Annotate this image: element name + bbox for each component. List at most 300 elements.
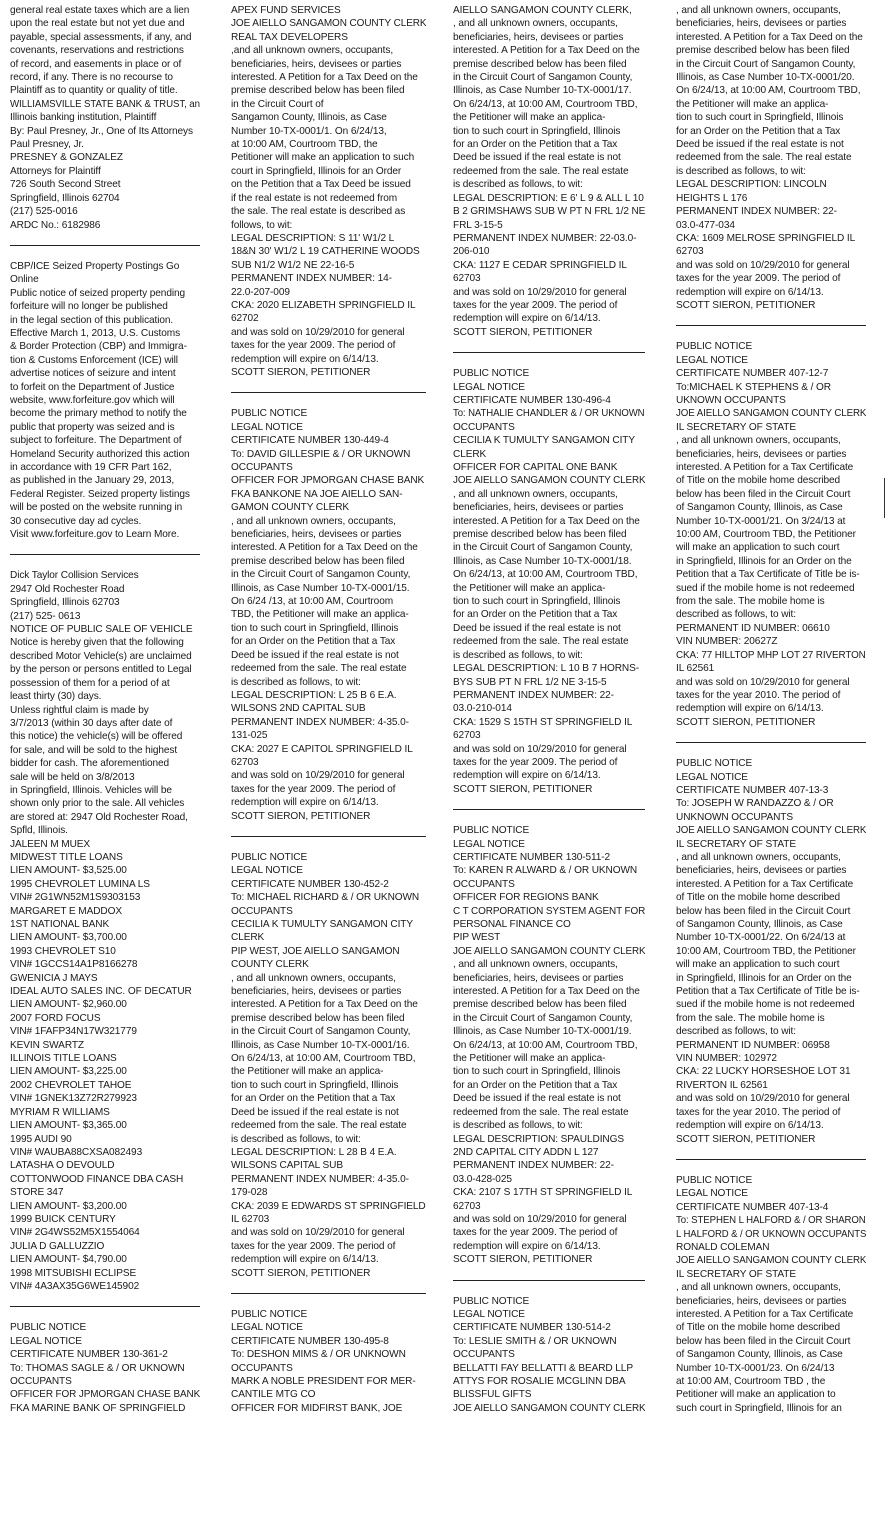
notice-line: in accordance with 19 CFR Part 162, <box>10 462 172 473</box>
notice-line: To: NATHALIE CHANDLER & / OR UKNOWN <box>453 408 645 420</box>
notice-line: , and all unknown owners, occupants, <box>453 959 618 971</box>
notice-line: MIDWEST TITLE LOANS <box>10 851 123 863</box>
notice-line: of Title on the mobile home described <box>676 475 841 487</box>
notice-divider <box>676 325 866 326</box>
notice-line: LIEN AMOUNT- $3,200.00 <box>10 1200 127 1212</box>
notice-line: redemption will expire on 6/14/13. <box>231 1254 379 1266</box>
notice-line: Plaintiff as to quantity or quality of title. <box>10 85 178 97</box>
notice-line: CECILIA K TUMULTY SANGAMON CITY <box>231 919 413 930</box>
notice-line: PIP WEST <box>453 932 501 944</box>
notice-line: possession of them for a period of at <box>10 677 170 689</box>
notice-line: PUBLIC NOTICE <box>676 341 753 353</box>
notice-line: 2007 FORD FOCUS <box>10 1012 101 1024</box>
notice-line: beneficiaries, heirs, devisees or parties <box>676 18 847 30</box>
notice-line: advertise notices of seizure and intent <box>10 368 176 380</box>
notice-line: and was sold on 10/29/2010 for general <box>231 1227 405 1239</box>
notice-line: in Springfield, Illinois for an Order on the <box>676 972 852 984</box>
notice-line: interested. A Petition for a Tax Deed on the <box>676 31 863 43</box>
notice-line: Petitioner will make an application to such <box>231 152 415 164</box>
notice-line: LIEN AMOUNT- $4,790.00 <box>10 1254 127 1266</box>
notice-line: STORE 347 <box>10 1187 64 1199</box>
notice-line: LEGAL DESCRIPTION: LINCOLN <box>676 179 827 191</box>
notice-line: SCOTT SIERON, PETITIONER <box>676 1133 816 1145</box>
notice-divider <box>676 742 866 743</box>
notice-line: WILLIAMSVILLE STATE BANK & TRUST, an <box>10 98 200 110</box>
notice-line: at 10:00 AM, Courtroom TBD, the <box>231 139 378 151</box>
notice-line: premise described below has been filed <box>231 555 405 567</box>
notice-line: interested. A Petition for a Tax Deed on the <box>231 542 418 554</box>
notice-divider <box>231 1293 426 1294</box>
notice-line: To: THOMAS SAGLE & / OR UKNOWN <box>10 1362 185 1374</box>
notice-line: SCOTT SIERON, PETITIONER <box>231 366 371 378</box>
notice-line: FKA BANKONE NA JOE AIELLO SAN- <box>231 488 403 500</box>
notice-line: JOE AIELLO SANGAMON COUNTY CLERK <box>453 1402 645 1414</box>
notice-line: LEGAL NOTICE <box>453 1308 525 1320</box>
notice-line: Springfield, Illinois 62704 <box>10 192 120 204</box>
notice-line: described as follows, to wit: <box>676 609 796 621</box>
notice-line: VIN# WAUBA88CXSA082493 <box>10 1146 143 1158</box>
notice-line: premise described below has been filed <box>231 85 405 97</box>
scroll-edge-bar <box>884 478 885 518</box>
notice-line: COUNTY CLERK <box>231 959 309 971</box>
notice-line: described as follows, to wit: <box>676 1026 796 1038</box>
notice-line: WILSONS CAPITAL SUB <box>231 1160 343 1172</box>
legal-notice <box>676 4 866 312</box>
notice-divider <box>453 1280 645 1281</box>
notice-line: , and all unknown owners, occupants, <box>676 435 841 447</box>
notice-line: redemption will expire on 6/14/13. <box>231 353 379 365</box>
notice-line: Number 10-TX-0001/23. On 6/24/13 <box>676 1362 835 1374</box>
notice-line: LEGAL DESCRIPTION: SPAULDINGS <box>453 1133 624 1145</box>
notice-line: redemption will expire on 6/14/13. <box>676 1120 824 1132</box>
notice-line: of Title on the mobile home described <box>676 1322 841 1334</box>
notice-line: RONALD COLEMAN <box>676 1241 770 1253</box>
legal-notice <box>453 1295 645 1416</box>
notice-line: MYRIAM R WILLIAMS <box>10 1106 110 1118</box>
notice-divider <box>676 1159 866 1160</box>
notice-line: of Sangamon County, Illinois, as Case <box>676 919 843 930</box>
notice-line: 179-028 <box>231 1187 268 1199</box>
notice-line: redeemed from the sale. The real estate <box>676 152 852 164</box>
notice-line: below has been filed in the Circuit Court <box>676 1335 851 1347</box>
notice-line: in the Circuit Court of Sangamon County, <box>231 1026 411 1038</box>
notice-line: Deed be issued if the real estate is not <box>453 622 621 634</box>
notice-line: JALEEN M MUEX <box>10 838 91 850</box>
notice-line: OCCUPANTS <box>10 1376 72 1387</box>
notice-line: IL 62561 <box>676 663 715 675</box>
notice-line: for sale, and will be sold to the highest <box>10 744 178 756</box>
notice-line: 18&N 30' W1/2 L 19 CATHERINE WOODS <box>231 246 420 258</box>
notice-line: By: Paul Presney, Jr., One of Its Attorneys <box>10 125 193 137</box>
notice-line: To: STEPHEN L HALFORD & / OR SHARON <box>676 1215 866 1227</box>
notice-line: & Border Protection (CBP) and Immigra- <box>10 341 187 353</box>
notice-line: at 10:00 AM, Courtroom TBD , the <box>676 1376 826 1387</box>
notice-line: shown only prior to the sale. All vehicles <box>10 798 185 810</box>
notice-line: and was sold on 10/29/2010 for general <box>676 676 850 688</box>
notice-line: 62703 <box>453 1200 481 1212</box>
notice-line: TBD, the Petitioner will make an applica- <box>231 609 409 621</box>
notice-line: 3/7/2013 (within 30 days after date of <box>10 717 173 729</box>
notice-line: 2002 CHEVROLET TAHOE <box>10 1079 132 1091</box>
notice-line: SCOTT SIERON, PETITIONER <box>676 299 816 311</box>
notice-line: Paul Presney, Jr. <box>10 139 84 151</box>
notice-line: redemption will expire on 6/14/13. <box>453 313 601 325</box>
notice-line: 1ST NATIONAL BANK <box>10 919 110 930</box>
notice-line: (217) 525-0016 <box>10 206 78 218</box>
notice-line: tion to such court in Springfield, Illinois <box>676 112 844 124</box>
column-3 <box>453 4 645 1524</box>
notice-line: 131-025 <box>231 730 268 742</box>
notice-divider <box>231 392 426 393</box>
notice-line: L HALFORD & / OR UKNOWN OCCUPANTS <box>676 1228 866 1240</box>
notice-line: OCCUPANTS <box>231 1362 293 1374</box>
notice-line: , and all unknown owners, occupants, <box>453 488 618 500</box>
notice-line: CLERK <box>231 932 265 944</box>
notice-line: On 6/24/13, at 10:00 AM, Courtroom TBD, <box>453 98 638 110</box>
notice-line: NOTICE OF PUBLIC SALE OF VEHICLE <box>10 624 193 636</box>
notice-line: of Sangamon County, Illinois, as Case <box>676 502 843 514</box>
notice-line: 1995 CHEVROLET LUMINA LS <box>10 878 150 890</box>
notice-line: public that property was seized and is <box>10 421 175 433</box>
notice-line: Number 10-TX-0001/21. On 3/24/13 at <box>676 515 846 527</box>
notice-line: Petition that a Tax Certificate of Title be is- <box>676 986 860 998</box>
notice-line: JOE AIELLO SANGAMON COUNTY CLERK <box>453 475 645 487</box>
notice-line: for an Order on the Petition that a Tax <box>676 125 841 137</box>
notice-line: VIN# 2G1WN52M1S9303153 <box>10 892 141 904</box>
notice-line: CERTIFICATE NUMBER 407-13-4 <box>676 1201 829 1213</box>
notice-line: such court in Springfield, Illinois for an <box>676 1402 842 1414</box>
notice-line: , and all unknown owners, occupants, <box>453 18 618 30</box>
notice-line: LEGAL NOTICE <box>231 865 303 877</box>
notice-line: Unless rightful claim is made by <box>10 704 149 716</box>
notice-line: taxes for the year 2009. The period of <box>676 273 841 285</box>
notice-line: WILSONS 2ND CAPITAL SUB <box>231 703 366 715</box>
notice-line: premise described below has been filed <box>453 58 627 70</box>
notice-line: To:MICHAEL K STEPHENS & / OR <box>676 381 831 393</box>
notice-line: interested. A Petition for a Tax Deed on the <box>453 515 640 527</box>
notice-line: JOE AIELLO SANGAMON COUNTY CLERK <box>676 408 866 420</box>
notice-line: PERSONAL FINANCE CO <box>453 919 571 930</box>
notice-line: ARDC No.: 6182986 <box>10 219 101 231</box>
notice-line: FKA MARINE BANK OF SPRINGFIELD <box>10 1402 186 1414</box>
notice-line: CERTIFICATE NUMBER 130-495-8 <box>231 1335 389 1347</box>
notice-line: Effective March 1, 2013, U.S. Customs <box>10 327 181 339</box>
notice-line: taxes for the year 2009. The period of <box>453 1227 618 1239</box>
notice-line: GAMON COUNTY CLERK <box>231 502 350 514</box>
notice-line: beneficiaries, heirs, devisees or parties <box>453 972 624 984</box>
notice-line: MARGARET E MADDOX <box>10 905 122 917</box>
notice-line: beneficiaries, heirs, devisees or parties <box>676 865 847 877</box>
notice-line: 62703 <box>231 756 259 768</box>
notice-line: general real estate taxes which are a lien <box>10 5 190 16</box>
notice-line: Number 10-TX-0001/1. On 6/24/13, <box>231 125 387 137</box>
notice-line: tion to such court in Springfield, Illinois <box>231 622 399 634</box>
notice-line: below has been filed in the Circuit Court <box>676 488 851 500</box>
notice-line: to forfeit on the Department of Justice <box>10 381 175 393</box>
notice-line: PERMANENT ID NUMBER: 06958 <box>676 1039 830 1051</box>
notice-line: in Springfield, Illinois. Vehicles will be <box>10 784 172 796</box>
notice-line: MARK A NOBLE PRESIDENT FOR MER- <box>231 1376 416 1387</box>
notice-line: on the Petition that a Tax Deed be issued <box>231 179 411 191</box>
notice-line: OCCUPANTS <box>453 878 515 890</box>
legal-notice <box>231 407 426 823</box>
notice-line: To: MICHAEL RICHARD & / OR UKNOWN <box>231 892 420 904</box>
notice-line: ILLINOIS TITLE LOANS <box>10 1053 117 1065</box>
notice-line: the Petitioner will make an applica- <box>676 98 829 110</box>
notice-line: Deed be issued if the real estate is not <box>453 152 621 164</box>
notice-line: taxes for the year 2009. The period of <box>231 1240 396 1252</box>
notice-line: CKA: 2027 E CAPITOL SPRINGFIELD IL <box>231 743 413 755</box>
notice-line: LATASHA O DEVOULD <box>10 1160 115 1172</box>
notice-line: is described as follows, to wit: <box>453 649 583 661</box>
notice-line: , and all unknown owners, occupants, <box>676 851 841 863</box>
notice-line: PERMANENT INDEX NUMBER: 14- <box>231 273 392 285</box>
notice-line: On 6/24 /13, at 10:00 AM, Courtroom <box>231 596 394 608</box>
notice-line: tion to such court in Springfield, Illinois <box>453 1066 621 1078</box>
notice-line: redemption will expire on 6/14/13. <box>231 797 379 809</box>
notice-line: beneficiaries, heirs, devisees or parties <box>453 31 624 43</box>
notice-line: PUBLIC NOTICE <box>231 1308 308 1320</box>
notice-line: VIN# 4A3AX35G6WE145902 <box>10 1280 140 1292</box>
notice-line: website, www.forfeiture.gov which will <box>10 394 175 406</box>
notice-line: LEGAL DESCRIPTION: S 11' W1/2 L <box>231 232 395 244</box>
notice-line: OCCUPANTS <box>453 421 515 433</box>
notice-line: interested. A Petition for a Tax Deed on the <box>453 986 640 998</box>
notice-line: To: JOSEPH W RANDAZZO & / OR <box>676 798 834 810</box>
notice-line: in the legal section of this publication. <box>10 314 174 326</box>
notice-line: LEGAL NOTICE <box>676 771 748 783</box>
notice-line: PERMANENT INDEX NUMBER: 22- <box>453 1160 614 1172</box>
notice-line: interested. A Petition for a Tax Deed on the <box>231 999 418 1011</box>
notice-line: if the real estate is not redeemed from <box>231 192 398 204</box>
notice-line: ATTYS FOR ROSALIE MCGLINN DBA <box>453 1376 626 1387</box>
notice-line: , and all unknown owners, occupants, <box>231 515 396 527</box>
notice-line: CKA: 1609 MELROSE SPRINGFIELD IL <box>676 232 856 244</box>
notice-line: covenants, reservations and restrictions <box>10 45 184 57</box>
notice-line: CERTIFICATE NUMBER 130-496-4 <box>453 394 611 406</box>
notice-line: CLERK <box>453 448 487 460</box>
notice-line: Attorneys for Plaintiff <box>10 165 101 177</box>
notice-line: redeemed from the sale. The real estate <box>231 663 407 675</box>
notice-line: PERMANENT INDEX NUMBER: 4-35.0- <box>231 1173 409 1185</box>
notice-line: described Motor Vehicle(s) are unclaimed <box>10 650 192 662</box>
notice-line: 03.0-477-034 <box>676 219 735 231</box>
legal-notice <box>676 757 866 1146</box>
notice-line: 2947 Old Rochester Road <box>10 583 125 595</box>
notice-line: beneficiaries, heirs, devisees or parties <box>676 448 847 460</box>
notice-line: of record, and easements in place or of <box>10 58 182 70</box>
notice-divider <box>453 352 645 353</box>
notice-line: LIEN AMOUNT- $3,365.00 <box>10 1120 127 1132</box>
notice-line: the Petitioner will make an applica- <box>453 1053 606 1065</box>
notice-line: least thirty (30) days. <box>10 691 102 703</box>
notice-line: KEVIN SWARTZ <box>10 1039 84 1051</box>
notice-line: premise described below has been filed <box>676 45 850 57</box>
notice-line: FRL 3-15-5 <box>453 219 503 231</box>
notice-line: To: DAVID GILLESPIE & / OR UKNOWN <box>231 448 411 460</box>
notice-line: beneficiaries, heirs, devisees or parties <box>231 58 402 70</box>
notice-line: SUB N1/2 W1/2 NE 22-16-5 <box>231 259 355 271</box>
notice-line: and was sold on 10/29/2010 for general <box>676 259 850 271</box>
notice-line: redeemed from the sale. The real estate <box>453 1106 629 1118</box>
notice-line: To: LESLIE SMITH & / OR UKNOWN <box>453 1335 617 1347</box>
notice-line: IL SECRETARY OF STATE <box>676 838 796 850</box>
notice-line: CKA: 77 HILLTOP MHP LOT 27 RIVERTON <box>676 649 866 661</box>
notice-line: Illinois, as Case Number 10-TX-0001/15. <box>231 582 410 594</box>
notice-line: Springfield, Illinois 62703 <box>10 597 120 609</box>
notice-line: BELLATTI FAY BELLATTI & BEARD LLP <box>453 1362 633 1374</box>
notice-line: LIEN AMOUNT- $3,225.00 <box>10 1066 127 1078</box>
notice-line: of Sangamon County, Illinois, as Case <box>676 1349 843 1361</box>
notice-line: for an Order on the Petition that a Tax <box>453 1079 618 1091</box>
notice-line: RIVERTON IL 62561 <box>676 1079 768 1091</box>
notice-line: subject to forfeiture. The Department of <box>10 435 182 447</box>
notice-line: 726 South Second Street <box>10 179 121 191</box>
notice-line: LIEN AMOUNT- $2,960.00 <box>10 999 127 1011</box>
notice-line: Federal Register. Seized property listings <box>10 488 190 500</box>
notice-line: PIP WEST, JOE AIELLO SANGAMON <box>231 945 400 957</box>
notice-line: , and all unknown owners, occupants, <box>676 1282 841 1294</box>
notice-line: taxes for the year 2009. The period of <box>453 756 618 768</box>
notice-line: CERTIFICATE NUMBER 130-452-2 <box>231 878 389 890</box>
notice-line: forfeiture will no longer be published <box>10 301 168 313</box>
notice-line: interested. A Petition for a Tax Certificate <box>676 462 854 473</box>
notice-line: for an Order on the Petition that a Tax <box>453 139 618 151</box>
notice-line: Deed be issued if the real estate is not <box>676 139 844 151</box>
notice-line: and was sold on 10/29/2010 for general <box>453 286 627 298</box>
notice-line: Deed be issued if the real estate is not <box>231 649 399 661</box>
legal-notice <box>10 260 200 542</box>
notice-line: Deed be issued if the real estate is not <box>453 1093 621 1105</box>
notice-line: tion to such court in Springfield, Illinois <box>453 596 621 608</box>
notice-line: 1999 BUICK CENTURY <box>10 1213 116 1225</box>
notice-line: taxes for the year 2009. The period of <box>453 299 618 311</box>
notice-line: court in Springfield, Illinois for an Order <box>231 165 402 177</box>
notice-line: CERTIFICATE NUMBER 130-511-2 <box>453 851 611 863</box>
notice-line: VIN# 1GNEK13Z72R279923 <box>10 1093 137 1105</box>
notice-line: 62703 <box>453 730 481 742</box>
notice-line: JOE AIELLO SANGAMON COUNTY CLERK <box>676 1255 866 1267</box>
notice-line: sale will be held on 3/8/2013 <box>10 771 135 783</box>
notice-line: below has been filed in the Circuit Court <box>676 905 851 917</box>
notice-line: and was sold on 10/29/2010 for general <box>231 770 405 782</box>
notice-line: PUBLIC NOTICE <box>676 1174 753 1186</box>
notice-divider <box>10 1306 200 1307</box>
notice-line: VIN NUMBER: 102972 <box>676 1053 777 1065</box>
notice-line: JOE AIELLO SANGAMON COUNTY CLERK <box>676 825 866 837</box>
notice-line: the sale. The real estate is described as <box>231 206 406 218</box>
notice-line: JOE AIELLO SANGAMON COUNTY CLERK <box>231 18 426 30</box>
notice-line: CBP/ICE Seized Property Postings Go <box>10 260 180 272</box>
notice-line: Visit www.forfeiture.gov to Learn More. <box>10 529 180 541</box>
notice-line: UKNOWN OCCUPANTS <box>676 394 786 406</box>
notice-line: beneficiaries, heirs, devisees or parties <box>231 986 402 998</box>
notice-line: tion to such court in Springfield, Illinois <box>231 1079 399 1091</box>
notice-line: BLISSFUL GIFTS <box>453 1389 532 1401</box>
notice-line: CERTIFICATE NUMBER 130-449-4 <box>231 435 389 447</box>
notice-line: will be posted on the website running in <box>10 502 183 514</box>
notice-line: Homeland Security authorized this action <box>10 448 190 460</box>
notice-line: 03.0-428-025 <box>453 1173 512 1185</box>
notice-line: VIN# 2G4WS52M5X1554064 <box>10 1227 140 1239</box>
notice-line: SCOTT SIERON, PETITIONER <box>453 783 593 795</box>
notice-line: in the Circuit Court of Sangamon County, <box>453 542 633 554</box>
notice-line: Illinois, as Case Number 10-TX-0001/19. <box>453 1026 632 1038</box>
notice-line: ,and all unknown owners, occupants, <box>231 45 394 57</box>
notice-line: PUBLIC NOTICE <box>453 368 530 380</box>
notice-line: LEGAL DESCRIPTION: L 25 B 6 E.A. <box>231 689 397 701</box>
notice-line: VIN# 1FAFP34N17W321779 <box>10 1026 137 1038</box>
notice-line: 1998 MITSUBISHI ECLIPSE <box>10 1267 137 1279</box>
notice-line: are stored at: 2947 Old Rochester Road, <box>10 811 188 823</box>
notice-line: UNKNOWN OCCUPANTS <box>676 811 793 823</box>
notice-line: Spfld, Illinois. <box>10 825 68 837</box>
legal-notice <box>231 4 426 379</box>
notice-line: CKA: 2020 ELIZABETH SPRINGFIELD IL <box>231 299 416 311</box>
notice-line: follows, to wit: <box>231 219 293 231</box>
notice-line: the Petitioner will make an applica- <box>453 582 606 594</box>
notice-line: sued if the mobile home is not redeemed <box>676 999 855 1011</box>
notice-line: B 2 GRIMSHAWS SUB W PT N FRL 1/2 NE <box>453 206 645 218</box>
notice-line: is described as follows, to wit: <box>453 1120 583 1132</box>
notice-line: OFFICER FOR JPMORGAN CHASE BANK <box>231 475 425 487</box>
column-4 <box>676 4 866 1524</box>
notice-line: 22.0-207-009 <box>231 286 290 298</box>
notice-line: PUBLIC NOTICE <box>453 825 530 837</box>
notice-line: PUBLIC NOTICE <box>231 408 308 420</box>
notice-line: VIN# 1GCCS14A1P8166278 <box>10 959 138 971</box>
notice-line: On 6/24/13, at 10:00 AM, Courtroom TBD, <box>453 569 638 581</box>
notice-line: CKA: 2107 S 17TH ST SPRINGFIELD IL <box>453 1187 633 1199</box>
notice-line: Petitioner will make an application to <box>676 1389 836 1401</box>
notice-line: in the Circuit Court of Sangamon County, <box>231 569 411 581</box>
notice-line: premise described below has been filed <box>453 529 627 541</box>
notice-line: 1995 AUDI 90 <box>10 1133 72 1145</box>
notice-line: for an Order on the Petition that a Tax <box>231 1093 396 1105</box>
legal-notice <box>10 1321 200 1415</box>
notice-line: , and all unknown owners, occupants, <box>231 972 396 984</box>
notice-line: Illinois, as Case Number 10-TX-0001/17. <box>453 85 632 97</box>
notice-line: 62702 <box>231 313 259 325</box>
legal-notice <box>453 4 645 339</box>
notice-line: PERMANENT INDEX NUMBER: 4-35.0- <box>231 716 409 728</box>
notice-line: PERMANENT INDEX NUMBER: 22-03.0- <box>453 232 637 244</box>
notice-line: APEX FUND SERVICES <box>231 5 341 16</box>
notice-line: COTTONWOOD FINANCE DBA CASH <box>10 1173 184 1185</box>
notice-line: On 6/24/13, at 10:00 AM, Courtroom TBD, <box>676 85 861 97</box>
notice-line: CKA: 1529 S 15TH ST SPRINGFIELD IL <box>453 716 633 728</box>
notice-line: PUBLIC NOTICE <box>676 758 753 770</box>
notice-line: is described as follows, to wit: <box>231 676 361 688</box>
notice-line: bidder for cash. The aforementioned <box>10 758 170 770</box>
notice-line: OFFICER FOR CAPITAL ONE BANK <box>453 462 618 473</box>
notice-line: GWENICIA J MAYS <box>10 972 98 984</box>
notice-line: PUBLIC NOTICE <box>231 851 308 863</box>
notice-line: JOE AIELLO SANGAMON COUNTY CLERK <box>453 945 645 957</box>
notice-line: become the primary method to notify the <box>10 408 187 420</box>
notice-line: LEGAL NOTICE <box>10 1335 82 1347</box>
notice-divider <box>10 245 200 246</box>
notice-line: 30 consecutive day ad cycles. <box>10 515 142 527</box>
legal-notice <box>231 1308 426 1415</box>
notice-line: OFFICER FOR MIDFIRST BANK, JOE <box>231 1402 403 1414</box>
notice-line: payable, special assessments, if any, and <box>10 31 192 43</box>
notice-line: IL SECRETARY OF STATE <box>676 1268 796 1280</box>
notice-line: record, if any. There is no recourse to <box>10 72 173 84</box>
notice-line: the Petitioner will make an applica- <box>453 112 606 124</box>
notice-line: tion to such court in Springfield, Illinois <box>453 125 621 137</box>
notice-line: Online <box>10 274 39 286</box>
